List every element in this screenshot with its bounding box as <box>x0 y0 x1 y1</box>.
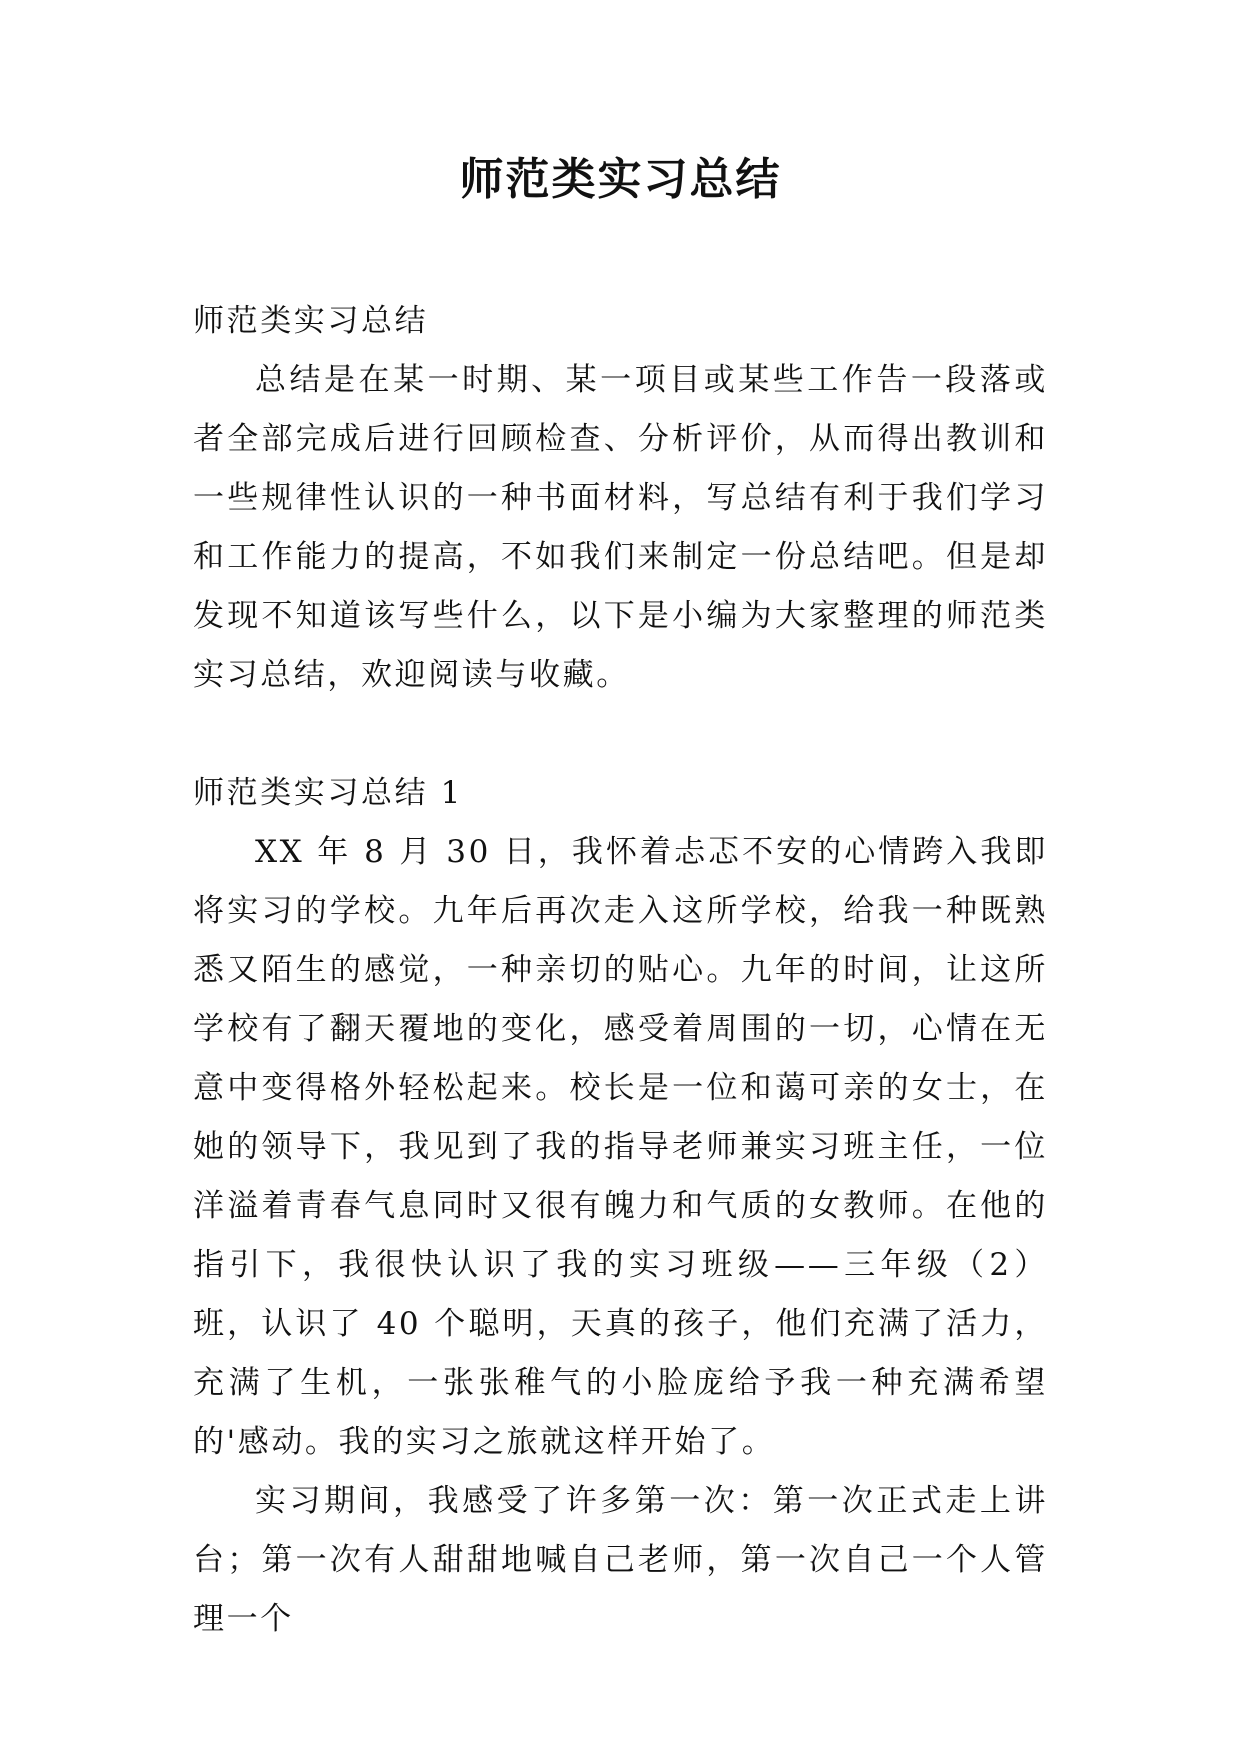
section-heading-intro: 师范类实习总结 <box>193 303 429 339</box>
document-title: 师范类实习总结 <box>459 154 782 205</box>
section-spacer <box>193 705 1048 764</box>
intro-paragraph: 总结是在某一时期、某一项目或某些工作告一段落或者全部完成后进行回顾检查、分析评价，从而得出教训和一些规律性认识的一种书面材料，写总结有利于我们学习和工作能力的提高，不如我们来制定一份总结吧。但是却发现不知道该写些什么，以下是小编为大家整理的师范类实习总结，欢迎阅读与收藏。 <box>193 362 1048 693</box>
section-heading-1: 师范类实习总结 1 <box>193 775 463 811</box>
section-1-paragraph-1: XX 年 8 月 30 日，我怀着忐忑不安的心情跨入我即将实习的学校。九年后再次走入这所学校，给我一种既熟悉又陌生的感觉，一种亲切的贴心。九年的时间，让这所学校有了翻天覆地的变化，感受着周围的一切，心情在无意中变得格外轻松起来。校长是一位和蔼可亲的女士，在她的领导下，我见到了我的指导老师兼实习班主任，一位洋溢着青春气息同时又很有魄力和气质的女教师。在他的指引下，我很快认识了我的实习班级——三年级（2）班，认识了 40 个聪明，天真的孩子，他们充满了活力，充满了生机，一张张稚气的小脸庞给予我一种充满希望的'感动。我的实习之旅就这样开始了。 <box>193 834 1048 1460</box>
document-body <box>193 292 1048 1649</box>
section-1-paragraph-2: 实习期间，我感受了许多第一次：第一次正式走上讲台；第一次有人甜甜地喊自己老师，第一次自己一个人管理一个 <box>193 1483 1048 1637</box>
